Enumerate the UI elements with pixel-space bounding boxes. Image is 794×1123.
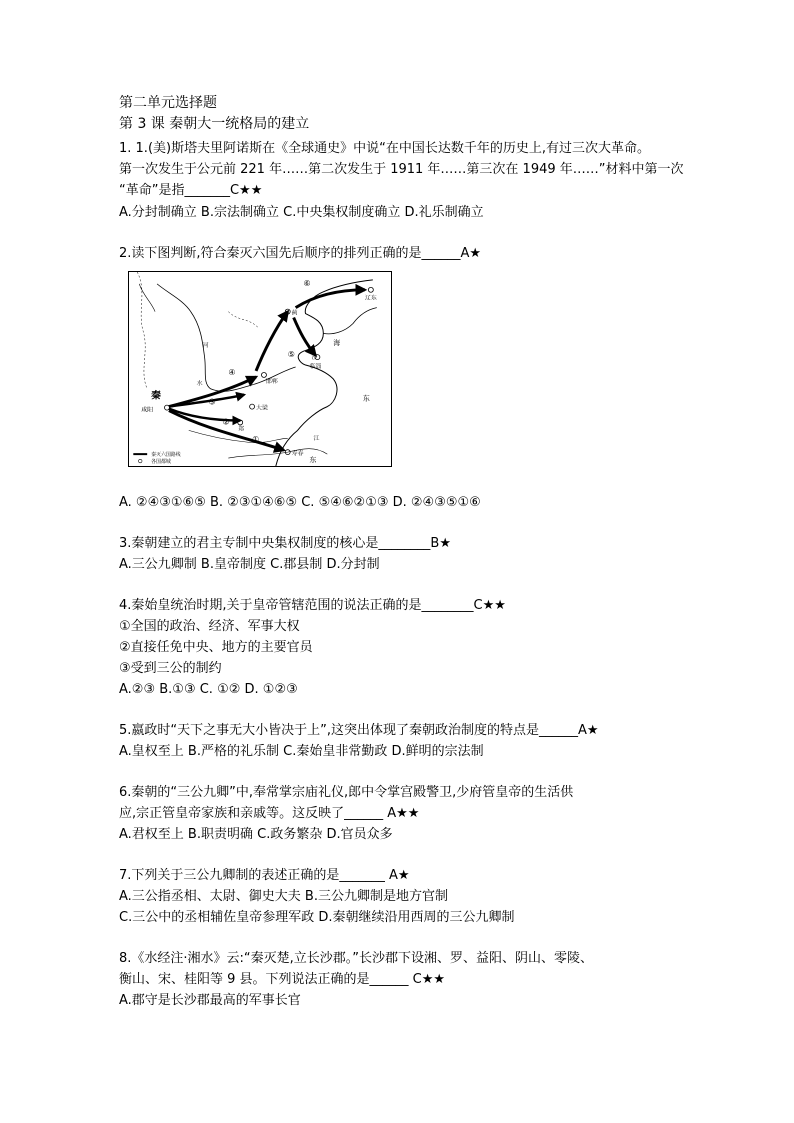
route-num-2: ②: [222, 417, 230, 427]
q2-stem: 2.读下图判断,符合秦灭六国先后顺序的排列正确的是______A★: [119, 246, 482, 261]
map-label-linzi: 临淄: [309, 363, 322, 371]
q5-stem: 5.嬴政时“天下之事无大小皆决于上”,这突出体现了秦朝政治制度的特点是______A★: [119, 723, 599, 738]
map-label-he: 河: [202, 342, 209, 350]
q4-item-1: ①全国的政治、经济、军事大权: [119, 619, 300, 634]
q4-options: A.②③ B.①③ C. ①② D. ①②③: [119, 682, 298, 697]
route-num-4: ④: [228, 367, 236, 377]
q4-item-2: ②直接任免中央、地方的主要官员: [119, 640, 313, 655]
q7-options-ab: A.三公指丞相、太尉、御史大夫 B.三公九卿制是地方官制: [119, 889, 448, 904]
map-label-handan: 邯郸: [265, 377, 278, 385]
q4-item-3: ③受到三公的制约: [119, 661, 222, 676]
qin-unification-map: [128, 271, 392, 467]
q4-stem: 4.秦始皇统治时期,关于皇帝管辖范围的说法正确的是________C★★: [119, 598, 506, 613]
map-label-ji: 蓟: [291, 309, 298, 317]
lesson-title: 第 3 课 秦朝大一统格局的建立: [119, 116, 310, 132]
route-num-1: ①: [252, 435, 260, 445]
map-label-jiang: 江: [313, 435, 320, 443]
map-label-sha: 沙: [311, 354, 318, 362]
q7-stem: 7.下列关于三公九卿制的表述正确的是_______ A★: [119, 868, 410, 883]
legend-capital-swatch: [138, 459, 142, 463]
legend-capital-label: 各国都城: [151, 459, 171, 466]
q2-options: A. ②④③①⑥⑤ B. ②③①④⑥⑤ C. ⑤④⑥②①③ D. ②④③⑤①⑥: [119, 495, 481, 510]
route-num-6: ⑥: [303, 278, 311, 288]
map-label-dong2: 东: [309, 456, 317, 465]
q6-stem-line2: 应,宗正管皇帝家族和亲戚等。这反映了______ A★★: [119, 806, 420, 821]
q1-stem-line3: “革命”是指_______C★★: [119, 183, 263, 198]
map-label-shouchun: 寿春: [291, 450, 304, 458]
q1-stem-line1: 1. 1.(美)斯塔夫里阿诺斯在《全球通史》中说“在中国长达数千年的历史上,有过三次大革命。: [119, 141, 650, 156]
map-label-xianyang: 咸阳: [141, 406, 154, 414]
q8-option-a: A.郡守是长沙郡最高的军事长官: [119, 993, 301, 1008]
q3-options: A.三公九卿制 B.皇帝制度 C.郡县制 D.分封制: [119, 557, 380, 572]
q6-stem-line1: 6.秦朝的“三公九卿”中,奉常掌宗庙礼仪,郎中令掌宫殿警卫,少府管皇帝的生活供: [119, 785, 574, 800]
route-num-5: ⑤: [287, 350, 295, 360]
map-label-qin: 秦: [151, 390, 162, 402]
q3-stem: 3.秦朝建立的君主专制中央集权制度的核心是________B★: [119, 536, 451, 551]
q1-stem-line2: 第一次发生于公元前 221 年……第二次发生于 1911 年……第三次在 1949 年……”材料中第一次: [119, 162, 684, 177]
q8-stem-line2: 衡山、宋、桂阳等 9 县。下列说法正确的是______ C★★: [119, 972, 446, 987]
map-label-liaodong: 辽东: [364, 294, 377, 302]
map-label-shui: 水: [196, 379, 203, 387]
legend-route-label: 秦灭六国路线: [151, 452, 181, 459]
map-label-zheng: 郑: [238, 425, 245, 433]
q8-stem-line1: 8.《水经注·湘水》云:“秦灭楚,立长沙郡。”长沙郡下设湘、罗、益阳、阴山、零陵、: [119, 951, 594, 966]
q5-options: A.皇权至上 B.严格的礼乐制 C.秦始皇非常勤政 D.鲜明的宗法制: [119, 744, 484, 759]
q6-options: A.君权至上 B.职责明确 C.政务繁杂 D.官员众多: [119, 827, 393, 842]
map-label-daliang: 大梁: [256, 404, 268, 412]
unit-title: 第二单元选择题: [119, 95, 217, 111]
q1-options: A.分封制确立 B.宗法制确立 C.中央集权制度确立 D.礼乐制确立: [119, 205, 484, 220]
map-label-hai: 海: [333, 339, 341, 348]
route-num-3: ③: [208, 397, 216, 407]
map-label-dong: 东: [362, 394, 370, 403]
q7-options-cd: C.三公中的丞相辅佐皇帝参理军政 D.秦朝继续沿用西周的三公九卿制: [119, 910, 515, 925]
